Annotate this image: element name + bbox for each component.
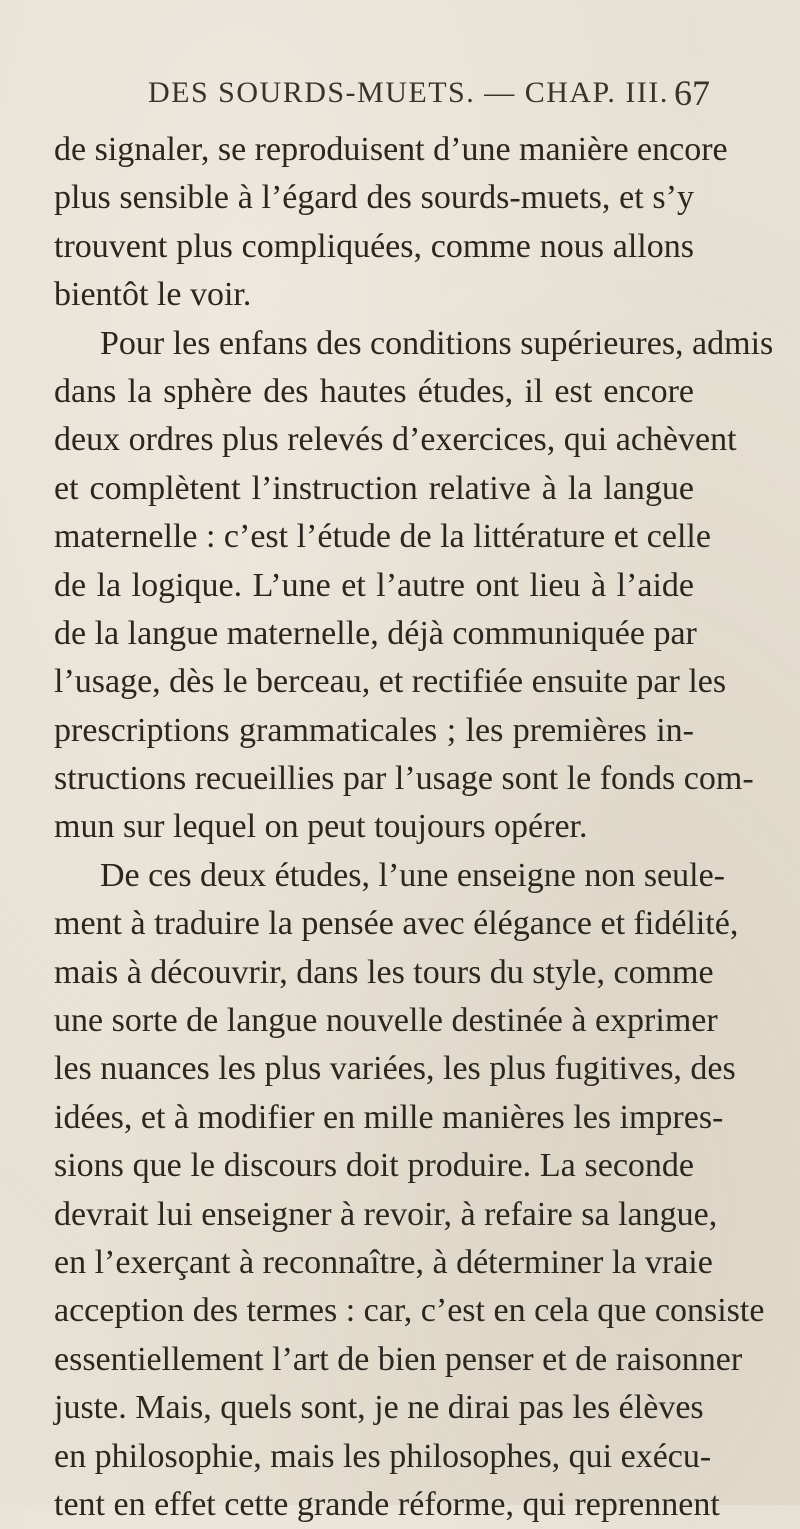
text-line: juste. Mais, quels sont, je ne dirai pas les élèves [54, 1389, 704, 1427]
text-line: de la langue maternelle, déjà communiquée par [54, 614, 697, 652]
text-line: de signaler, se reproduisent d’une manière encore [54, 131, 728, 168]
text-line: acception des termes : car, c’est en cela que consiste [54, 1292, 765, 1330]
text-line: mais à découvrir, dans les tours du style, comme [54, 953, 714, 991]
text-line: sions que le discours doit produire. La seconde [54, 1147, 694, 1185]
text-line: bientôt le voir. [54, 276, 252, 314]
text-line: et complètent l’instruction relative à la langue [54, 469, 694, 507]
text-line: les nuances les plus variées, les plus fugitives, des [54, 1050, 736, 1088]
text-line: mun sur lequel on peut toujours opérer. [54, 808, 588, 846]
text-line: une sorte de langue nouvelle destinée à exprimer [54, 1002, 718, 1040]
text-line: essentiellement l’art de bien penser et de raisonner [54, 1340, 743, 1378]
text-line: l’usage, dès le berceau, et rectifiée ensuite par les [54, 663, 727, 701]
text-line: deux ordres plus relevés d’exercices, qui achèvent [54, 421, 737, 459]
running-head [70, 73, 710, 120]
text-line: en philosophie, mais les philosophes, qui exécu- [54, 1437, 712, 1475]
text-line: trouvent plus compliquées, comme nous allons [54, 227, 694, 265]
text-line: en l’exerçant à reconnaître, à déterminer la vraie [54, 1243, 713, 1281]
text-line: structions recueillies par l’usage sont le fonds com- [54, 760, 754, 798]
text-line: dans la sphère des hautes études, il est encore [54, 372, 694, 410]
page-number: 67 [674, 73, 710, 113]
body-text [54, 126, 774, 1529]
running-head-title: DES SOURDS-MUETS. — CHAP. III. [148, 76, 669, 109]
text-line: de la logique. L’une et l’autre ont lieu à l’aide [54, 566, 694, 604]
text-line: prescriptions grammaticales ; les premières in- [54, 711, 694, 749]
text-line: devrait lui enseigner à revoir, à refaire sa langue, [54, 1195, 718, 1233]
text-line: tent en effet cette grande réforme, qui reprennent [54, 1485, 720, 1523]
text-line: De ces deux études, l’une enseigne non seule- [100, 856, 725, 894]
text-line: plus sensible à l’égard des sourds-muets, et s’y [54, 179, 694, 217]
text-line: maternelle : c’est l’étude de la littérature et celle [54, 518, 711, 556]
text-line: idées, et à modifier en mille manières les impres- [54, 1098, 724, 1136]
text-line: Pour les enfans des conditions supérieures, admis [100, 324, 774, 362]
text-line: ment à traduire la pensée avec élégance et fidélité, [54, 905, 739, 943]
